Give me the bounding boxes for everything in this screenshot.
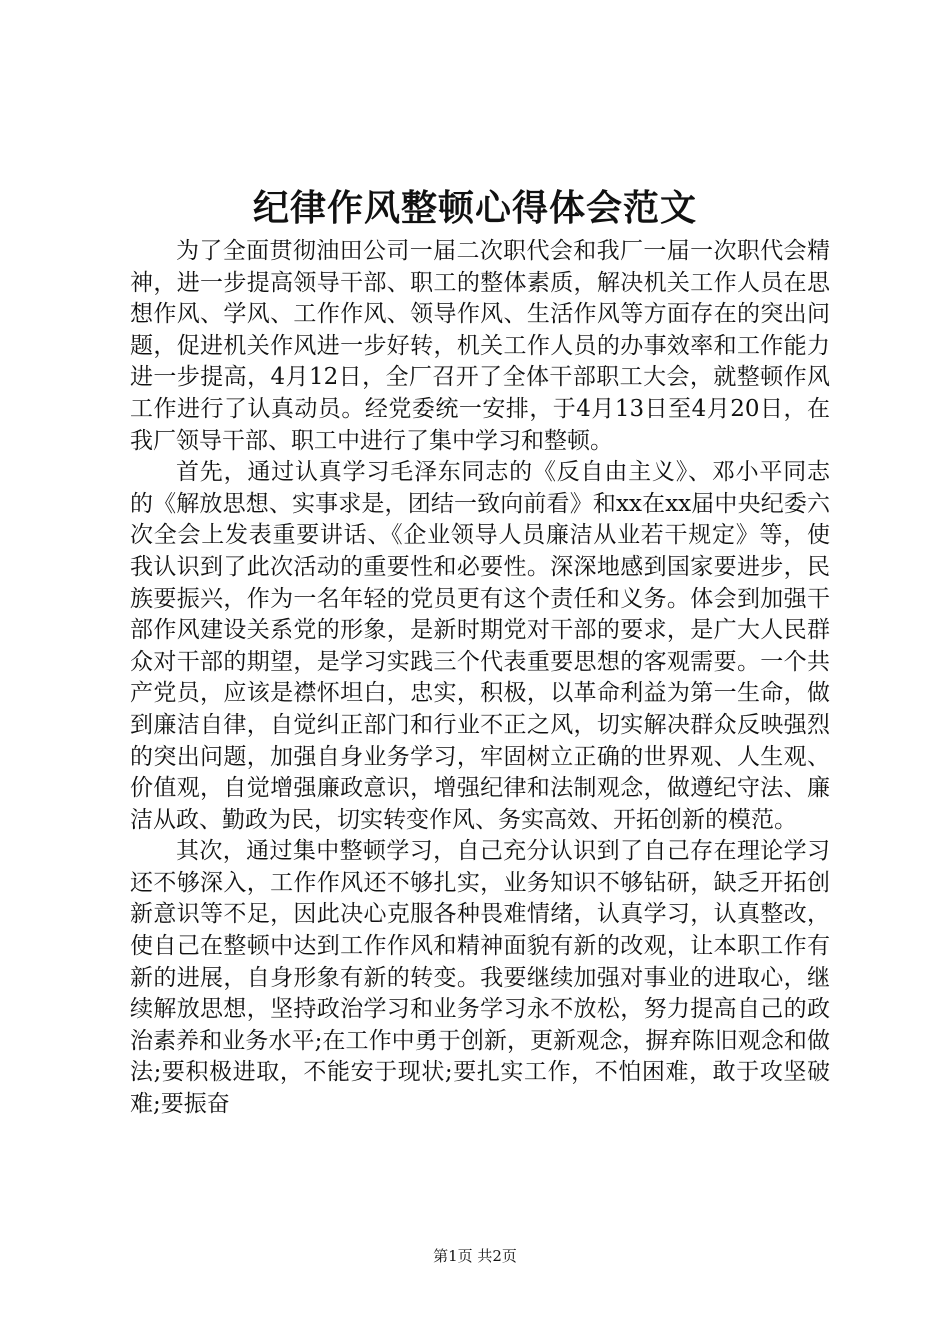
document-body bbox=[130, 236, 830, 1121]
paragraph: 为了全面贯彻油田公司一届二次职代会和我厂一届一次职代会精神，进一步提高领导干部、职工的整体素质，解决机关工作人员在思想作风、学风、工作作风、领导作风、生活作风等方面存在的突出问题，促进机关作风进一步好转，机关工作人员的办事效率和工作能力进一步提高，4月12日，全厂召开了全体干部职工大会，就整顿作风工作进行了认真动员。经党委统一安排，于4月13日至4月20日，在我厂领导干部、职工中进行了集中学习和整顿。 bbox=[130, 238, 830, 454]
paragraph: 其次，通过集中整顿学习，自己充分认识到了自己存在理论学习还不够深入，工作作风还不够扎实，业务知识不够钻研，缺乏开拓创新意识等不足，因此决心克服各种畏难情绪，认真学习，认真整改，使自己在整顿中达到工作作风和精神面貌有新的改观，让本职工作有新的进展，自身形象有新的转变。我要继续加强对事业的进取心，继续解放思想，坚持政治学习和业务学习永不放松，努力提高自己的政治素养和业务水平;在工作中勇于创新，更新观念，摒弃陈旧观念和做法;要积极进取，不能安于现状;要扎实工作，不怕困难，敢于攻坚破难;要振奋 bbox=[130, 838, 830, 1118]
page-number-footer: 第1页 共2页 bbox=[433, 1247, 517, 1265]
paragraph: 首先，通过认真学习毛泽东同志的《反自由主义》、邓小平同志的《解放思想、实事求是，团结一致向前看》和xx在xx届中央纪委六次全会上发表重要讲话、《企业领导人员廉洁从业若干规定》等，使我认识到了此次活动的重要性和必要性。深深地感到国家要进步，民族要振兴，作为一名年轻的党员更有这个责任和义务。体会到加强干部作风建设关系党的形象，是新时期党对干部的要求，是广大人民群众对干部的期望，是学习实践三个代表重要思想的客观需要。一个共产党员，应该是襟怀坦白，忠实，积极，以革命利益为第一生命，做到廉洁自律，自觉纠正部门和行业不正之风，切实解决群众反映强烈的突出问题，加强自身业务学习，牢固树立正确的世界观、人生观、价值观，自觉增强廉政意识，增强纪律和法制观念，做遵纪守法、廉洁从政、勤政为民，切实转变作风、务实高效、开拓创新的模范。 bbox=[130, 459, 830, 833]
document-title: 纪律作风整顿心得体会范文 bbox=[252, 187, 697, 229]
